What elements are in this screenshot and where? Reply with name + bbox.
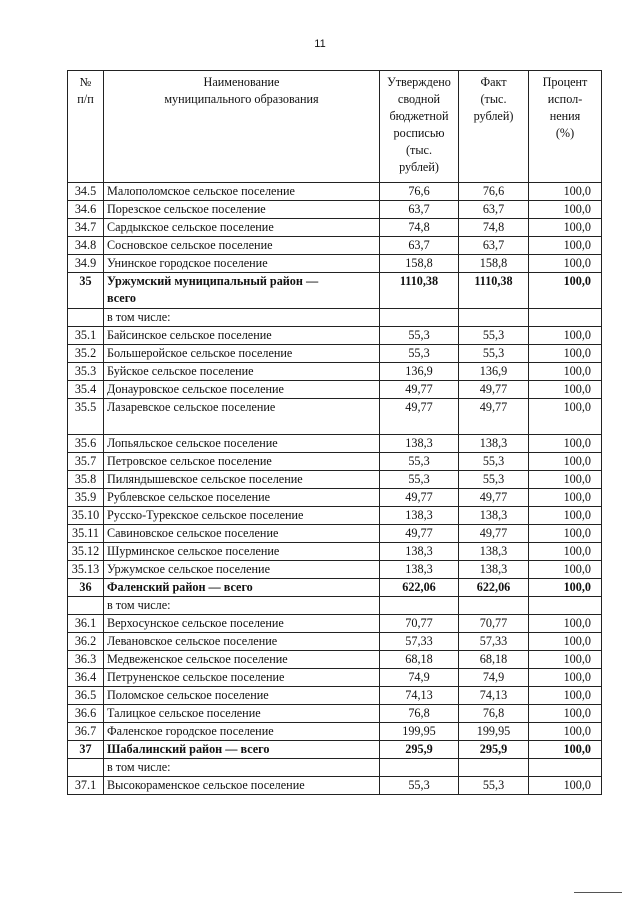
row-number: 37 [68, 741, 104, 759]
fact-amount: 76,6 [459, 183, 529, 201]
fact-amount: 63,7 [459, 237, 529, 255]
row-number: 35.13 [68, 561, 104, 579]
table-row [68, 507, 602, 525]
table-row [68, 381, 602, 399]
row-number: 35 [68, 273, 104, 309]
fact-amount: 74,8 [459, 219, 529, 237]
fact-amount: 63,7 [459, 201, 529, 219]
row-number: 35.2 [68, 345, 104, 363]
table-row [68, 201, 602, 219]
approved-amount: 55,3 [380, 327, 459, 345]
table-row [68, 723, 602, 741]
fact-amount: 138,3 [459, 435, 529, 453]
approved-amount [380, 309, 459, 327]
table-header-row [68, 71, 602, 183]
table-row [68, 345, 602, 363]
approved-amount: 49,77 [380, 489, 459, 507]
table-row [68, 471, 602, 489]
approved-amount: 74,9 [380, 669, 459, 687]
approved-amount: 138,3 [380, 435, 459, 453]
row-number: 35.12 [68, 543, 104, 561]
row-number: 36.7 [68, 723, 104, 741]
fact-amount: 55,3 [459, 777, 529, 795]
table-row [68, 615, 602, 633]
execution-percent [529, 597, 602, 615]
approved-amount: 70,77 [380, 615, 459, 633]
header-fact: Факт (тыс. рублей) [459, 71, 529, 183]
approved-amount: 55,3 [380, 345, 459, 363]
execution-percent: 100,0 [529, 525, 602, 543]
municipality-name: Петруненское сельское поселение [104, 669, 380, 687]
execution-percent: 100,0 [529, 741, 602, 759]
table-row [68, 327, 602, 345]
execution-percent [529, 309, 602, 327]
approved-amount: 63,7 [380, 201, 459, 219]
approved-amount: 622,06 [380, 579, 459, 597]
fact-amount: 158,8 [459, 255, 529, 273]
execution-percent: 100,0 [529, 453, 602, 471]
approved-amount: 55,3 [380, 471, 459, 489]
table-row [68, 255, 602, 273]
table-row [68, 561, 602, 579]
fact-amount: 76,8 [459, 705, 529, 723]
table-row [68, 237, 602, 255]
row-number: 35.11 [68, 525, 104, 543]
municipality-name: Шурминское сельское поселение [104, 543, 380, 561]
row-number: 35.6 [68, 435, 104, 453]
table-row [68, 363, 602, 381]
municipality-name: Донауровское сельское поселение [104, 381, 380, 399]
header-num: № п/п [68, 71, 104, 183]
fact-amount: 49,77 [459, 399, 529, 435]
municipality-name: Сардыкское сельское поселение [104, 219, 380, 237]
row-number: 35.3 [68, 363, 104, 381]
fact-amount: 55,3 [459, 327, 529, 345]
municipality-name: Большеройское сельское поселение [104, 345, 380, 363]
fact-amount: 1110,38 [459, 273, 529, 309]
municipality-name: Петровское сельское поселение [104, 453, 380, 471]
row-number: 36.6 [68, 705, 104, 723]
table-row-total [68, 273, 602, 309]
table-row [68, 633, 602, 651]
table-row [68, 759, 602, 777]
municipality-name: Унинское городское поселение [104, 255, 380, 273]
table-row [68, 597, 602, 615]
execution-percent: 100,0 [529, 651, 602, 669]
fact-amount: 55,3 [459, 345, 529, 363]
row-number: 35.1 [68, 327, 104, 345]
table-row [68, 777, 602, 795]
fact-amount: 199,95 [459, 723, 529, 741]
execution-percent: 100,0 [529, 687, 602, 705]
page-number: 11 [314, 38, 326, 50]
header-name: Наименование муниципального образования [104, 71, 380, 183]
fact-amount: 138,3 [459, 561, 529, 579]
approved-amount: 74,8 [380, 219, 459, 237]
header-approved: Утверждено сводной бюджетной росписью (тыс. рублей) [380, 71, 459, 183]
execution-percent: 100,0 [529, 633, 602, 651]
table-row-total [68, 741, 602, 759]
row-number: 37.1 [68, 777, 104, 795]
row-number: 35.5 [68, 399, 104, 435]
execution-percent: 100,0 [529, 327, 602, 345]
row-number [68, 759, 104, 777]
table-row [68, 219, 602, 237]
approved-amount: 76,8 [380, 705, 459, 723]
table-row [68, 651, 602, 669]
execution-percent: 100,0 [529, 615, 602, 633]
approved-amount: 57,33 [380, 633, 459, 651]
approved-amount: 199,95 [380, 723, 459, 741]
table-row [68, 183, 602, 201]
approved-amount: 49,77 [380, 381, 459, 399]
execution-percent: 100,0 [529, 579, 602, 597]
municipality-name: Уржумское сельское поселение [104, 561, 380, 579]
row-number: 35.10 [68, 507, 104, 525]
approved-amount: 49,77 [380, 525, 459, 543]
row-number: 34.5 [68, 183, 104, 201]
execution-percent: 100,0 [529, 543, 602, 561]
municipality-name: Уржумский муниципальный район — всего [104, 273, 380, 309]
fact-amount: 70,77 [459, 615, 529, 633]
table-row [68, 435, 602, 453]
municipality-name: Медвеженское сельское поселение [104, 651, 380, 669]
municipality-name: Савиновское сельское поселение [104, 525, 380, 543]
table-body [68, 183, 602, 795]
execution-percent: 100,0 [529, 381, 602, 399]
fact-amount: 49,77 [459, 525, 529, 543]
approved-amount [380, 759, 459, 777]
fact-amount: 74,13 [459, 687, 529, 705]
approved-amount [380, 597, 459, 615]
municipality-name: в том числе: [104, 309, 380, 327]
fact-amount: 49,77 [459, 489, 529, 507]
execution-percent: 100,0 [529, 435, 602, 453]
table-row [68, 687, 602, 705]
execution-percent: 100,0 [529, 219, 602, 237]
fact-amount: 136,9 [459, 363, 529, 381]
execution-percent: 100,0 [529, 255, 602, 273]
fact-amount [459, 759, 529, 777]
execution-percent: 100,0 [529, 399, 602, 435]
municipality-name: Лазаревское сельское поселение [104, 399, 380, 435]
municipality-name: Фаленское городское поселение [104, 723, 380, 741]
execution-percent: 100,0 [529, 201, 602, 219]
execution-percent: 100,0 [529, 723, 602, 741]
municipality-name: Верхосунское сельское поселение [104, 615, 380, 633]
municipality-name: Талицкое сельское поселение [104, 705, 380, 723]
row-number: 36 [68, 579, 104, 597]
approved-amount: 49,77 [380, 399, 459, 435]
row-number: 35.9 [68, 489, 104, 507]
execution-percent: 100,0 [529, 489, 602, 507]
row-number: 34.7 [68, 219, 104, 237]
row-number [68, 309, 104, 327]
approved-amount: 138,3 [380, 561, 459, 579]
municipality-name: в том числе: [104, 759, 380, 777]
municipality-name: Русско-Турекское сельское поселение [104, 507, 380, 525]
fact-amount: 55,3 [459, 471, 529, 489]
execution-percent: 100,0 [529, 669, 602, 687]
row-number: 35.7 [68, 453, 104, 471]
row-number: 35.4 [68, 381, 104, 399]
row-number: 34.8 [68, 237, 104, 255]
table-row [68, 543, 602, 561]
municipality-name: Рублевское сельское поселение [104, 489, 380, 507]
approved-amount: 158,8 [380, 255, 459, 273]
execution-percent: 100,0 [529, 183, 602, 201]
municipality-name: Буйское сельское поселение [104, 363, 380, 381]
fact-amount: 295,9 [459, 741, 529, 759]
row-number: 35.8 [68, 471, 104, 489]
row-number: 36.1 [68, 615, 104, 633]
row-number: 34.9 [68, 255, 104, 273]
row-number: 36.2 [68, 633, 104, 651]
fact-amount: 138,3 [459, 543, 529, 561]
table-row [68, 525, 602, 543]
fact-amount [459, 597, 529, 615]
budget-execution-table [67, 70, 602, 795]
row-number: 34.6 [68, 201, 104, 219]
approved-amount: 1110,38 [380, 273, 459, 309]
execution-percent: 100,0 [529, 345, 602, 363]
execution-percent: 100,0 [529, 363, 602, 381]
execution-percent [529, 759, 602, 777]
municipality-name: Шабалинский район — всего [104, 741, 380, 759]
fact-amount: 74,9 [459, 669, 529, 687]
fact-amount [459, 309, 529, 327]
municipality-name: Пиляндышевское сельское поселение [104, 471, 380, 489]
row-number: 36.4 [68, 669, 104, 687]
approved-amount: 74,13 [380, 687, 459, 705]
row-number: 36.3 [68, 651, 104, 669]
table-row [68, 669, 602, 687]
fact-amount: 622,06 [459, 579, 529, 597]
municipality-name: Малополомское сельское поселение [104, 183, 380, 201]
approved-amount: 138,3 [380, 543, 459, 561]
execution-percent: 100,0 [529, 507, 602, 525]
table-row [68, 453, 602, 471]
row-number [68, 597, 104, 615]
fact-amount: 68,18 [459, 651, 529, 669]
execution-percent: 100,0 [529, 471, 602, 489]
municipality-name: Порезское сельское поселение [104, 201, 380, 219]
municipality-name: Байсинское сельское поселение [104, 327, 380, 345]
footer-line [574, 892, 622, 893]
approved-amount: 295,9 [380, 741, 459, 759]
execution-percent: 100,0 [529, 273, 602, 309]
approved-amount: 63,7 [380, 237, 459, 255]
table-row [68, 489, 602, 507]
approved-amount: 76,6 [380, 183, 459, 201]
approved-amount: 136,9 [380, 363, 459, 381]
execution-percent: 100,0 [529, 561, 602, 579]
fact-amount: 55,3 [459, 453, 529, 471]
approved-amount: 68,18 [380, 651, 459, 669]
execution-percent: 100,0 [529, 777, 602, 795]
municipality-name: Левановское сельское поселение [104, 633, 380, 651]
table-row [68, 309, 602, 327]
approved-amount: 138,3 [380, 507, 459, 525]
municipality-name: Сосновское сельское поселение [104, 237, 380, 255]
municipality-name: Фаленский район — всего [104, 579, 380, 597]
municipality-name: Лопьяльское сельское поселение [104, 435, 380, 453]
execution-percent: 100,0 [529, 705, 602, 723]
header-percent: Процент испол- нения (%) [529, 71, 602, 183]
municipality-name: Высокораменское сельское поселение [104, 777, 380, 795]
municipality-name: Поломское сельское поселение [104, 687, 380, 705]
table-row-total [68, 579, 602, 597]
row-number: 36.5 [68, 687, 104, 705]
fact-amount: 138,3 [459, 507, 529, 525]
municipality-name: в том числе: [104, 597, 380, 615]
execution-percent: 100,0 [529, 237, 602, 255]
table-row [68, 705, 602, 723]
table-row [68, 399, 602, 435]
fact-amount: 49,77 [459, 381, 529, 399]
approved-amount: 55,3 [380, 453, 459, 471]
approved-amount: 55,3 [380, 777, 459, 795]
fact-amount: 57,33 [459, 633, 529, 651]
